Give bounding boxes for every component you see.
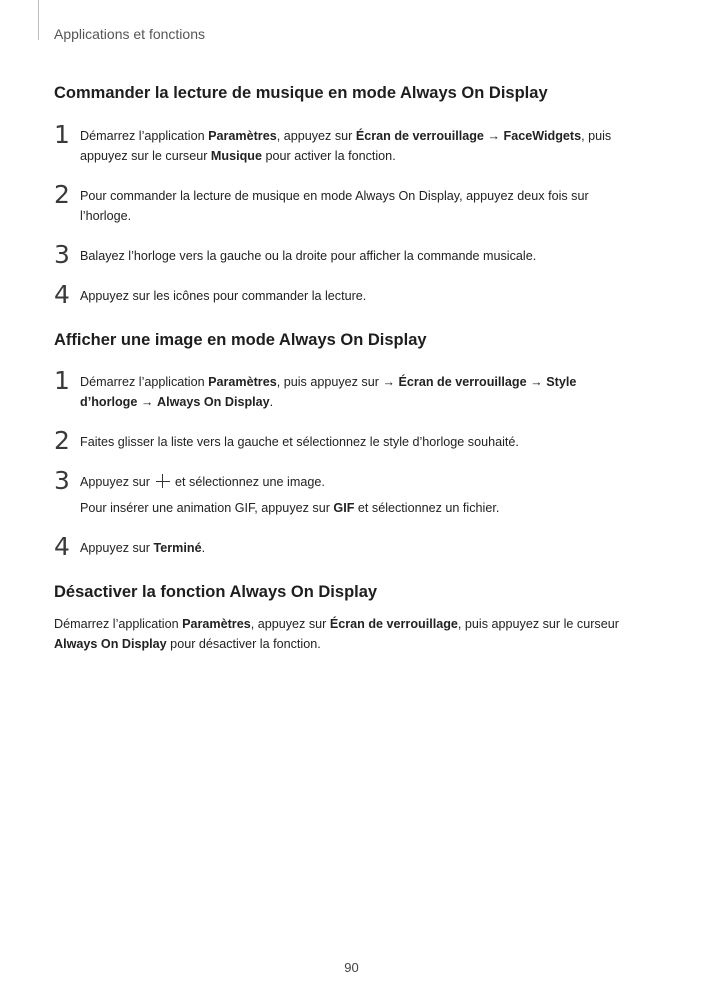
step-number: 2: [54, 426, 70, 455]
step-text: Démarrez l’application Paramètres, puis appuyez sur → Écran de verrouillage → Style d’horloge → Always On Display.: [80, 375, 577, 409]
header-rule: [38, 0, 39, 40]
paragraph: Démarrez l’application Paramètres, appuyez sur Écran de verrouillage, puis appuyez sur le curseur Always On Display pour désactiver la fonction.: [54, 617, 619, 651]
step-text: Appuyez sur et sélectionnez une image. Pour insérer une animation GIF, appuyez sur GIF et sélectionnez un fichier.: [80, 475, 500, 515]
step-text: Appuyez sur les icônes pour commander la lecture.: [80, 289, 367, 303]
section-title-music: Commander la lecture de musique en mode Always On Display: [54, 84, 548, 102]
section-title-disable: Désactiver la fonction Always On Display: [54, 583, 378, 601]
plus-icon: [156, 474, 170, 488]
step-number: 1: [54, 366, 70, 395]
section-title-image: Afficher une image en mode Always On Display: [54, 331, 427, 349]
page-number: 90: [344, 960, 359, 975]
step-text: Faites glisser la liste vers la gauche et sélectionnez le style d’horloge souhaité.: [80, 435, 519, 449]
step-number: 3: [54, 466, 70, 495]
step-text: Démarrez l’application Paramètres, appuyez sur Écran de verrouillage → FaceWidgets, puis appuyez sur le curseur Musique pour activer la fonction.: [80, 129, 612, 163]
step-text: Pour commander la lecture de musique en mode Always On Display, appuyez deux fois sur l’horloge.: [80, 189, 589, 223]
step-number: 1: [54, 120, 70, 149]
step-number: 4: [54, 532, 70, 561]
step-text: Balayez l’horloge vers la gauche ou la droite pour afficher la commande musicale.: [80, 249, 537, 263]
step-text: Appuyez sur Terminé.: [80, 541, 206, 555]
step-number: 4: [54, 280, 70, 309]
step-number: 3: [54, 240, 70, 269]
page-header: Applications et fonctions: [54, 26, 205, 42]
step-number: 2: [54, 180, 70, 209]
